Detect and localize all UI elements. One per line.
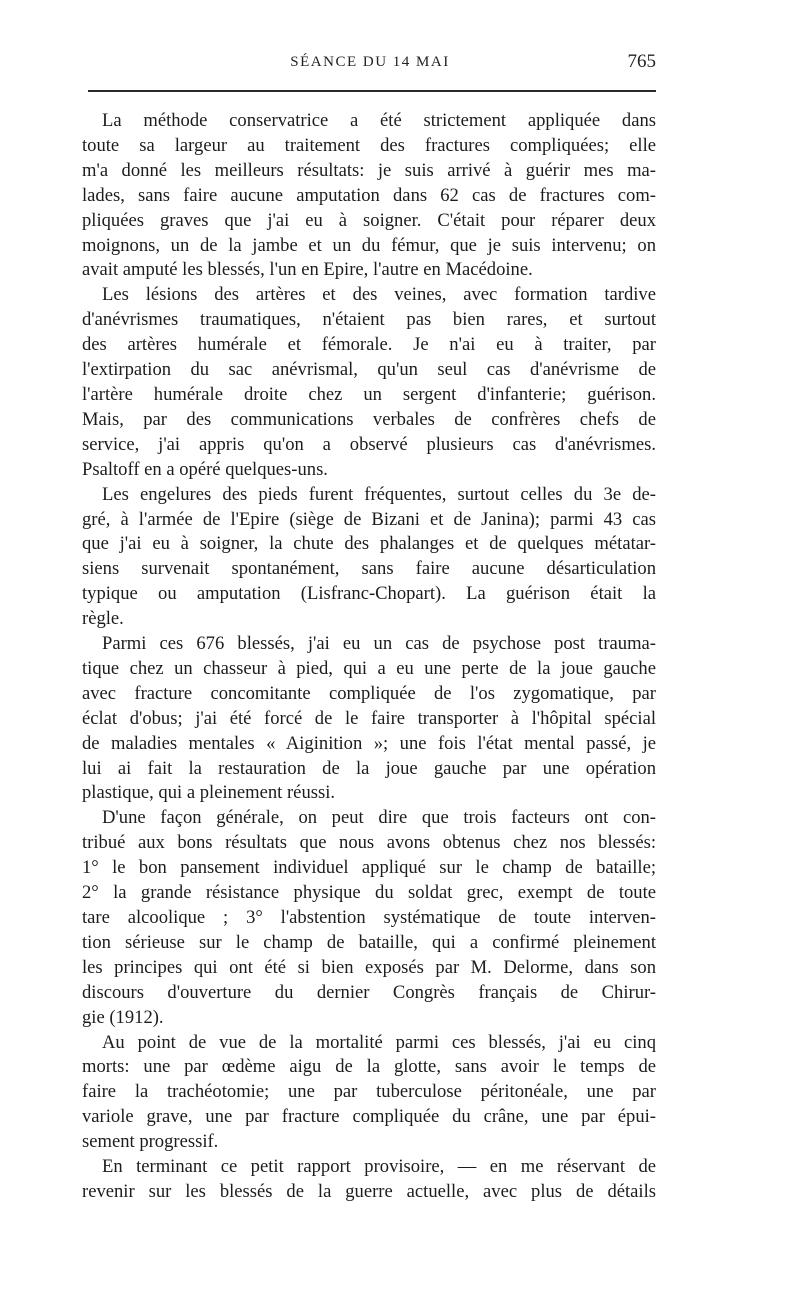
text-line: Les engelures des pieds furent fréquentes, surtout celles du 3e de- (102, 483, 656, 505)
running-header (82, 46, 658, 86)
text-line: En terminant ce petit rapport provisoire, — en me réservant de (102, 1156, 656, 1178)
text-line: tare alcoolique ; 3° l'abstention systématique de toute interven- (82, 907, 656, 928)
page-number: 765 (627, 51, 656, 72)
paragraph (82, 483, 656, 632)
text-line: gie (1912). (82, 1006, 164, 1028)
text-line: variole grave, une par fracture compliquée du crâne, une par épui- (82, 1106, 656, 1128)
text-line: 1° le bon pansement individuel appliqué sur le champ de bataille; (82, 857, 656, 879)
text-line: Au point de vue de la mortalité parmi ces blessés, j'ai eu cinq (102, 1031, 656, 1053)
text-line: sement progressif. (82, 1131, 219, 1153)
text-line: des artères humérale et fémorale. Je n'ai eu à traiter, par (82, 334, 656, 356)
text-line: D'une façon générale, on peut dire que trois facteurs ont con- (102, 807, 656, 829)
body-text (82, 109, 656, 1205)
text-line: tion sérieuse sur le champ de bataille, qui a confirmé pleinement (82, 931, 656, 953)
text-line: lades, sans faire aucune amputation dans 62 cas de fractures com- (82, 184, 656, 206)
text-line: service, j'ai appris qu'on a observé plusieurs cas d'anévrismes. (82, 433, 656, 455)
text-line: m'a donné les meilleurs résultats: je suis arrivé à guérir mes ma- (82, 159, 656, 181)
text-line: moignons, un de la jambe et un du fémur, que je suis intervenu; on (82, 234, 656, 256)
text-line: tique chez un chasseur à pied, qui a eu une perte de la joue gauche (82, 657, 656, 679)
text-line: morts: une par œdème aigu de la glotte, sans avoir le temps de (82, 1056, 656, 1078)
text-line: La méthode conservatrice a été strictement appliquée dans (102, 110, 656, 131)
text-line: Les lésions des artères et des veines, avec formation tardive (102, 284, 656, 306)
paragraph (82, 1155, 656, 1205)
text-line: siens survenait spontanément, sans faire aucune désarticulation (82, 558, 656, 580)
text-line: éclat d'obus; j'ai été forcé de le faire transporter à l'hôpital spécial (82, 707, 656, 729)
text-line: Parmi ces 676 blessés, j'ai eu un cas de psychose post trauma- (102, 633, 656, 655)
text-line: d'anévrismes traumatiques, n'étaient pas bien rares, et surtout (82, 309, 656, 331)
text-line: de maladies mentales « Aiginition »; une fois l'état mental passé, je (82, 732, 656, 754)
paragraph (82, 1031, 656, 1156)
paragraph (82, 632, 656, 806)
text-line: plastique, qui a pleinement réussi. (82, 782, 336, 804)
text-line: les principes qui ont été si bien exposés par M. Delorme, dans son (82, 956, 656, 978)
paragraph (82, 283, 656, 482)
running-title: SÉANCE DU 14 MAI (290, 54, 450, 70)
text-line: règle. (82, 608, 124, 630)
paragraph (82, 806, 656, 1030)
text-line: l'extirpation du sac anévrismal, qu'un seul cas d'anévrisme de (82, 359, 656, 381)
text-line: tribué aux bons résultats que nous avons obtenus chez nos blessés: (82, 832, 656, 854)
text-line: Mais, par des communications verbales de confrères chefs de (82, 408, 656, 430)
text-line: lui ai fait la restauration de la joue gauche par une opération (82, 757, 656, 779)
text-line: toute sa largeur au traitement des fractures compliquées; elle (82, 134, 656, 156)
text-line: avec fracture concomitante compliquée de l'os zygomatique, par (82, 682, 656, 704)
text-line: pliquées graves que j'ai eu à soigner. C'était pour réparer deux (82, 209, 656, 231)
text-line: revenir sur les blessés de la guerre actuelle, avec plus de détails (82, 1180, 656, 1202)
text-line: que j'ai eu à soigner, la chute des phalanges et de quelques métatar- (82, 533, 656, 555)
text-line: discours d'ouverture du dernier Congrès français de Chirur- (82, 981, 656, 1003)
header-rule (88, 90, 656, 92)
text-line: faire la trachéotomie; une par tuberculose péritonéale, une par (82, 1081, 656, 1103)
text-line: l'artère humérale droite chez un sergent d'infanterie; guérison. (82, 383, 656, 405)
text-line: avait amputé les blessés, l'un en Epire, l'autre en Macédoine. (82, 259, 533, 281)
text-line: gré, à l'armée de l'Epire (siège de Bizani et de Janina); parmi 43 cas (82, 508, 656, 530)
text-line: typique ou amputation (Lisfranc-Chopart). La guérison était la (82, 583, 656, 605)
text-line: 2° la grande résistance physique du soldat grec, exempt de toute (82, 882, 656, 904)
text-line: Psaltoff en a opéré quelques-uns. (82, 458, 328, 480)
paragraph (82, 109, 656, 283)
